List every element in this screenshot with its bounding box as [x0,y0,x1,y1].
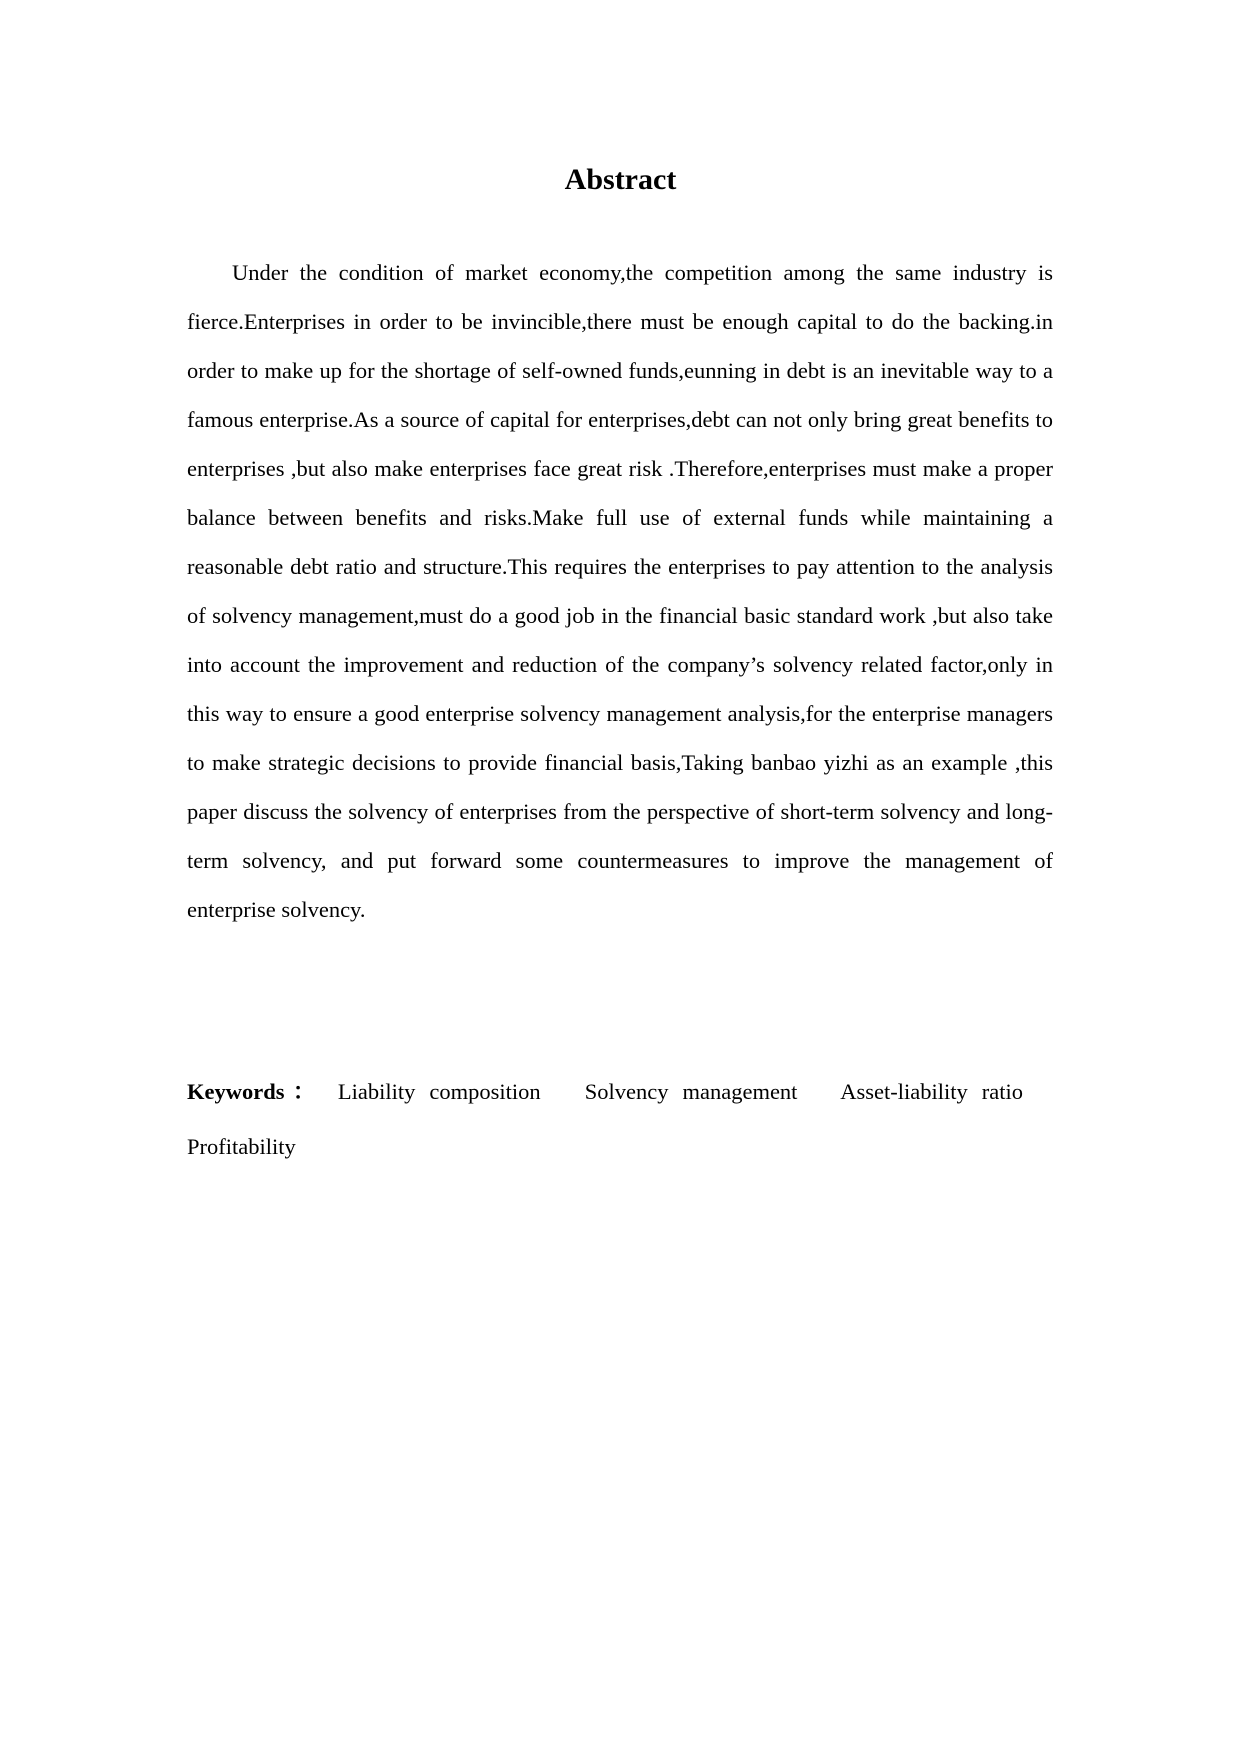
abstract-title: Abstract [564,163,677,196]
keyword-item: Solvency management [584,1079,798,1104]
abstract-body: Under the condition of market economy,the competition among the same industry is fierce.Enterprises in order to be invincible,there must be enough capital to do the backing.in order to make up for the shortage of self-owned funds,eunning in debt is an inevitable way to a famous enterprise.As a source of capital for enterprises,debt can not only bring great benefits to enterprises ,but also make enterprises face great risk .Therefore,enterprises must make a proper balance between benefits and risks.Make full use of external funds while maintaining a reasonable debt ratio and structure.This requires the enterprises to pay attention to the analysis of solvency management,must do a good job in the financial basic standard work ,but also take into account the improvement and reduction of the company’s solvency related factor,only in this way to ensure a good enterprise solvency management analysis,for the enterprise managers to make strategic decisions to provide financial basis,Taking banbao yizhi as an example ,this paper discuss the solvency of enterprises from the perspective of short-term solvency and long-term solvency, and put forward some countermeasures to improve the management of enterprise solvency. [187,260,1053,922]
keyword-item: Profitability [187,1134,296,1159]
keywords-label: Keywords： [187,1079,324,1104]
keyword-item: Asset-liability ratio [840,1079,1024,1104]
keywords-section [187,1064,1053,1174]
keyword-item: Liability composition [337,1079,541,1104]
